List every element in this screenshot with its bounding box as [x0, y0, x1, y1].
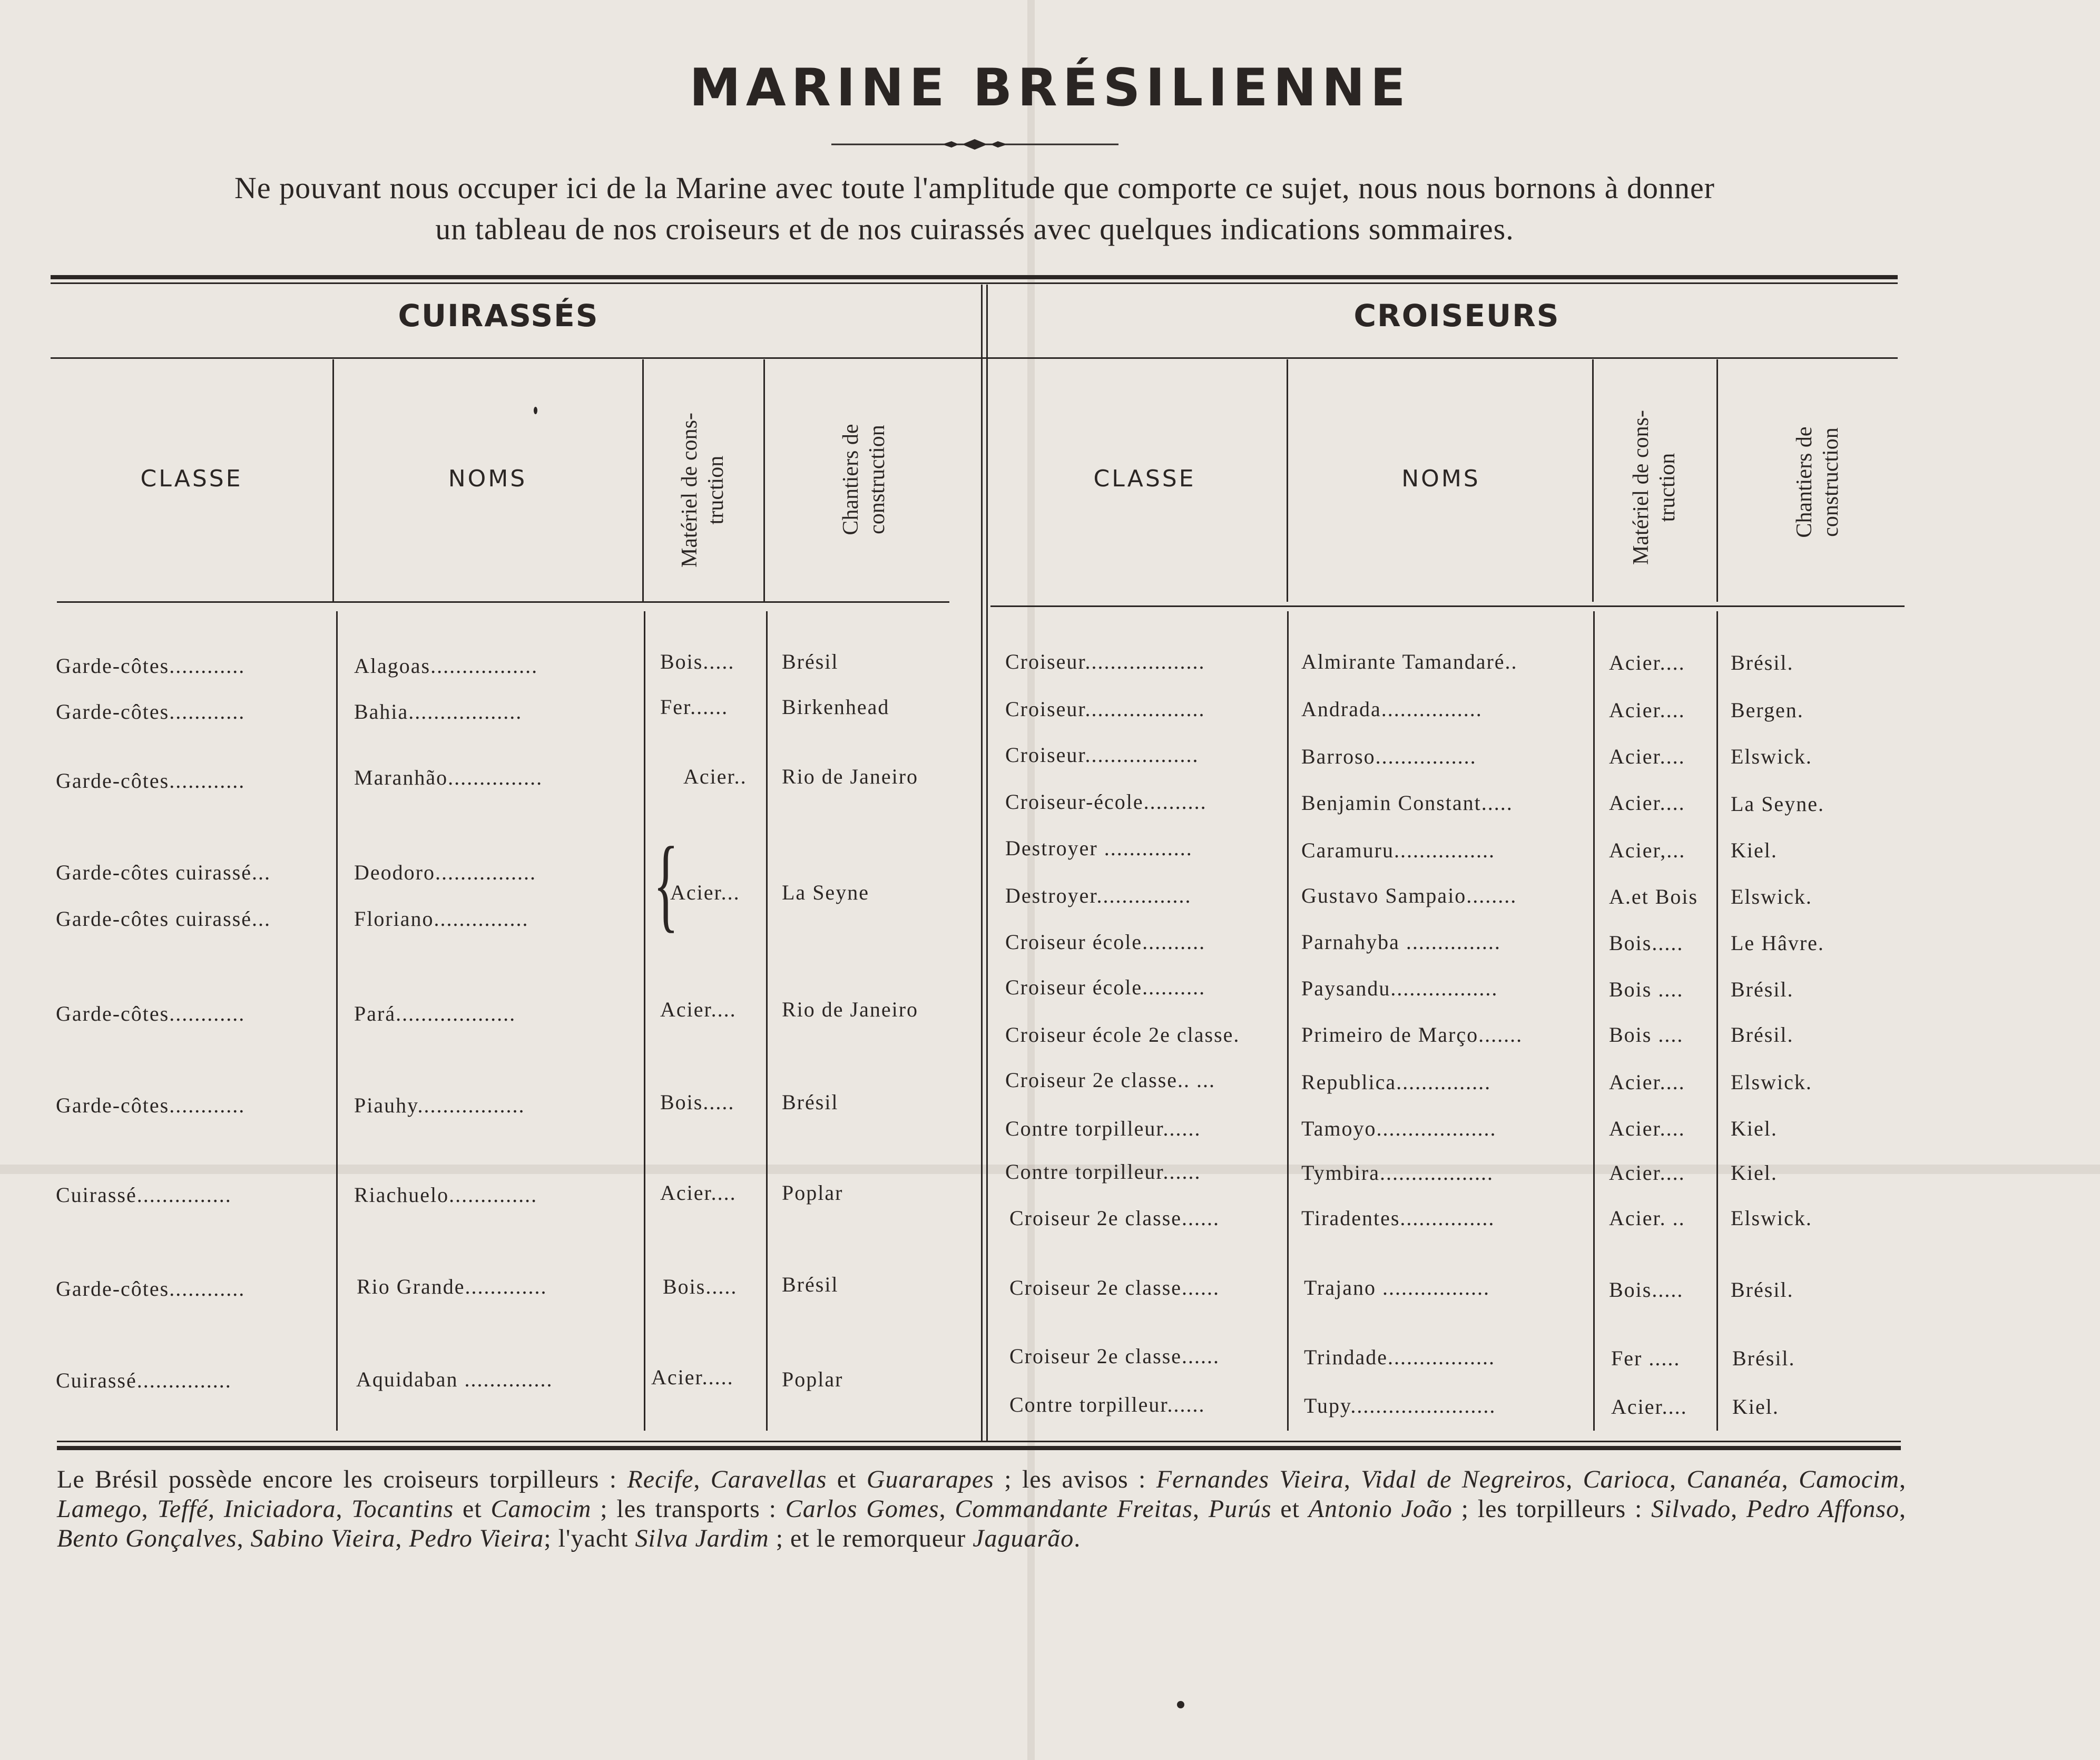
- footnote-ship-name: Commandante Freitas: [955, 1495, 1193, 1523]
- cuirasse-materiel-group: Acier...: [670, 881, 740, 904]
- header-classe: CLASSE: [1093, 465, 1196, 492]
- croiseur-chantier: Elswick.: [1731, 885, 1812, 908]
- footnote-ship-name: Caravellas: [710, 1465, 827, 1493]
- footnote-ship-name: Camocim: [490, 1495, 592, 1523]
- footnote-ship-name: Bento Gonçalves: [57, 1524, 237, 1552]
- column-rule: [766, 611, 768, 1431]
- column-rule: [1287, 611, 1289, 1431]
- croiseur-chantier: Elswick.: [1731, 1206, 1812, 1230]
- footnote-text: et: [1271, 1495, 1309, 1523]
- croiseur-nom: Republica...............: [1301, 1070, 1491, 1094]
- footnote-ship-name: Iniciadora: [223, 1495, 336, 1523]
- croiseur-classe: Croiseur..................: [1005, 743, 1199, 767]
- croiseur-nom: Gustavo Sampaio........: [1301, 884, 1517, 907]
- center-divider: [981, 285, 983, 1441]
- column-rule: [1593, 611, 1595, 1431]
- footnote-ship-name: Recife: [627, 1465, 694, 1493]
- bottom-rule-thin: [57, 1441, 1901, 1442]
- croiseur-materiel: Acier....: [1609, 651, 1685, 674]
- cuirasse-materiel: Bois.....: [660, 1090, 735, 1114]
- section-title-rule: [51, 357, 1898, 359]
- cuirasse-chantier: Rio de Janeiro: [782, 765, 919, 788]
- croiseur-nom: Tupy.......................: [1304, 1394, 1496, 1417]
- cuirasse-nom: Riachuelo..............: [354, 1183, 538, 1207]
- croiseur-nom: Andrada................: [1301, 697, 1483, 721]
- footnote-text: .: [1074, 1524, 1081, 1552]
- footnote-text: ,: [1343, 1465, 1361, 1493]
- croiseur-nom: Parnahyba ...............: [1301, 930, 1501, 954]
- cuirasse-classe: Garde-côtes cuirassé...: [56, 861, 271, 884]
- footnote-text: ,: [237, 1524, 251, 1552]
- column-rule: [1287, 359, 1288, 602]
- center-divider: [986, 285, 988, 1441]
- croiseur-chantier: Elswick.: [1731, 1070, 1812, 1094]
- croiseur-classe: Croiseur école 2e classe.: [1005, 1023, 1240, 1047]
- header-bottom-rule: [57, 601, 949, 603]
- croiseur-nom: Primeiro de Março.......: [1301, 1023, 1523, 1047]
- intro-paragraph: [47, 168, 1902, 250]
- footnote-text: ,: [395, 1524, 409, 1552]
- intro-line-1: Ne pouvant nous occuper ici de la Marine avec toute l'amplitude que comporte ce sujet, nous nous bornons à donner: [234, 171, 1715, 205]
- croiseur-classe: Croiseur école..........: [1005, 975, 1206, 999]
- footnote-text: ,: [208, 1495, 224, 1523]
- intro-line-2: un tableau de nos croiseurs et de nos cuirassés avec quelques indications sommaires.: [435, 212, 1514, 246]
- croiseur-classe: Destroyer...............: [1005, 884, 1192, 907]
- cuirasse-chantier: Poplar: [782, 1367, 843, 1391]
- footnote-text: Le Brésil possède encore les croiseurs torpilleurs :: [57, 1465, 627, 1493]
- footnote-text: ; les transports :: [591, 1495, 786, 1523]
- cuirasse-materiel: Bois.....: [663, 1275, 738, 1298]
- croiseur-materiel: Bois.....: [1609, 931, 1684, 955]
- column-rule: [1716, 359, 1718, 602]
- cuirasse-classe: Cuirassé...............: [56, 1368, 232, 1392]
- croiseur-chantier: Brésil.: [1732, 1346, 1795, 1370]
- croiseur-materiel: Fer .....: [1611, 1346, 1681, 1370]
- croiseur-materiel: Bois ....: [1609, 977, 1684, 1001]
- top-rule-thin: [51, 282, 1898, 284]
- cuirasse-materiel: Acier....: [660, 1181, 737, 1205]
- cuirasse-classe: Garde-côtes cuirassé...: [56, 907, 271, 931]
- croiseur-nom: Tiradentes...............: [1301, 1206, 1495, 1230]
- column-rule: [644, 611, 645, 1431]
- croiseur-materiel: A.et Bois: [1609, 885, 1699, 908]
- croiseur-classe: Contre torpilleur......: [1005, 1117, 1201, 1140]
- footnote-text: ,: [693, 1465, 711, 1493]
- column-rule: [1716, 611, 1718, 1431]
- column-rule: [336, 611, 338, 1431]
- croiseur-materiel: Acier....: [1611, 1395, 1687, 1419]
- cuirasse-nom: Alagoas.................: [354, 654, 538, 678]
- footnote-text: ; les torpilleurs :: [1452, 1495, 1652, 1523]
- column-rule: [1592, 359, 1594, 602]
- croiseur-classe: Croiseur 2e classe......: [1009, 1206, 1220, 1230]
- footnote-paragraph: [57, 1465, 1906, 1553]
- footnote-ship-name: Silva Jardim: [635, 1524, 769, 1552]
- croiseur-materiel: Bois ....: [1609, 1023, 1684, 1047]
- bottom-rule-thick: [57, 1446, 1901, 1450]
- cuirasse-nom: Aquidaban ..............: [356, 1367, 553, 1391]
- croiseur-materiel: Acier....: [1609, 791, 1685, 815]
- footnote-text: ,: [1566, 1465, 1583, 1493]
- footnote-text: ; et le remorqueur: [769, 1524, 973, 1552]
- croiseur-chantier: Bergen.: [1731, 698, 1804, 722]
- top-rule-thick: [51, 275, 1898, 279]
- footnote-ship-name: Sabino Vieira: [250, 1524, 396, 1552]
- croiseur-nom: Barroso................: [1301, 745, 1477, 768]
- croiseur-materiel: Acier. ..: [1609, 1206, 1685, 1230]
- croiseur-chantier: Kiel.: [1731, 1161, 1778, 1185]
- cuirasse-materiel: Fer......: [660, 695, 729, 719]
- footnote-ship-name: Cananéa: [1686, 1465, 1782, 1493]
- cuirasse-materiel: Acier.....: [651, 1365, 734, 1389]
- cuirasse-chantier: Poplar: [782, 1181, 843, 1205]
- cuirasses-section-title: CUIRASSÉS: [398, 298, 599, 334]
- croiseur-chantier: Le Hâvre.: [1731, 931, 1824, 955]
- croiseur-materiel: Acier....: [1609, 1161, 1685, 1185]
- cuirasse-chantier: Birkenhead: [782, 695, 890, 719]
- footnote-text: ,: [1731, 1495, 1746, 1523]
- croiseur-materiel: Acier....: [1609, 1070, 1685, 1094]
- croiseur-classe: Contre torpilleur......: [1005, 1160, 1201, 1184]
- footnote-ship-name: Antonio João: [1308, 1495, 1453, 1523]
- croiseur-nom: Benjamin Constant.....: [1301, 791, 1513, 815]
- cuirasse-chantier-group: La Seyne: [782, 881, 869, 904]
- cuirasse-nom: Deodoro................: [354, 861, 536, 884]
- cuirasse-chantier: Rio de Janeiro: [782, 998, 919, 1021]
- footnote-ship-name: Guararapes: [866, 1465, 994, 1493]
- paper-speck: [1177, 1701, 1184, 1708]
- croiseur-classe: Contre torpilleur......: [1009, 1393, 1205, 1416]
- cuirasse-classe: Cuirassé...............: [56, 1183, 232, 1207]
- footnote-text: ; l'yacht: [544, 1524, 635, 1552]
- cuirasse-chantier: Brésil: [782, 650, 839, 673]
- footnote-ship-name: Carioca: [1583, 1465, 1670, 1493]
- croiseur-chantier: Kiel.: [1731, 1117, 1778, 1140]
- cuirasse-nom: Rio Grande.............: [357, 1275, 547, 1298]
- footnote-text: ,: [1669, 1465, 1687, 1493]
- cuirasse-materiel: Acier..: [683, 765, 747, 788]
- croiseur-nom: Paysandu.................: [1301, 976, 1498, 1000]
- croiseur-materiel: Acier,...: [1609, 838, 1686, 862]
- cuirasse-nom: Pará...................: [354, 1002, 516, 1025]
- croiseur-nom: Tymbira..................: [1301, 1161, 1494, 1185]
- cuirasse-nom: Bahia..................: [354, 700, 523, 723]
- cuirasse-chantier: Brésil: [782, 1090, 839, 1114]
- header-materiel: Matériel de cons- truction: [678, 413, 728, 568]
- croiseur-classe: Croiseur-école..........: [1005, 790, 1207, 814]
- croiseur-materiel: Acier....: [1609, 1117, 1685, 1140]
- footnote-ship-name: Teffé: [157, 1495, 209, 1523]
- cuirasse-classe: Garde-côtes............: [56, 1093, 246, 1117]
- footnote-ship-name: Lamego: [57, 1495, 142, 1523]
- croiseur-chantier: La Seyne.: [1731, 792, 1824, 816]
- header-chantiers: Chantiers de construction: [1792, 426, 1843, 538]
- croiseur-classe: Croiseur 2e classe......: [1009, 1344, 1220, 1368]
- croiseur-nom: Trindade.................: [1304, 1345, 1495, 1369]
- cuirasse-chantier: Brésil: [782, 1273, 839, 1296]
- footnote-ship-name: Fernandes Vieira: [1156, 1465, 1344, 1493]
- header-chantiers: Chantiers de construction: [839, 424, 889, 535]
- column-rule: [763, 359, 765, 602]
- croiseur-classe: Croiseur 2e classe.. ...: [1005, 1068, 1216, 1092]
- footnote-ship-name: Silvado: [1651, 1495, 1731, 1523]
- header-materiel: Matériel de cons- truction: [1629, 410, 1680, 565]
- croiseur-nom: Caramuru................: [1301, 838, 1495, 862]
- cuirasse-nom: Floriano...............: [354, 907, 529, 931]
- cuirasse-materiel: Acier....: [660, 998, 737, 1021]
- cuirasse-nom: Piauhy.................: [354, 1093, 525, 1117]
- croiseur-chantier: Brésil.: [1731, 651, 1794, 674]
- croiseur-materiel: Acier....: [1609, 698, 1685, 722]
- cuirasse-materiel: Bois.....: [660, 650, 735, 673]
- title-ornament: [831, 138, 1118, 151]
- footnote-text: ,: [141, 1495, 158, 1523]
- croiseur-chantier: Elswick.: [1731, 745, 1812, 768]
- croiseur-classe: Croiseur...................: [1005, 697, 1205, 721]
- footnote-ship-name: Vidal de Negreiros: [1361, 1465, 1566, 1493]
- header-bottom-rule: [990, 605, 1905, 607]
- footnote-text: ,: [1781, 1465, 1799, 1493]
- group-brace: {: [653, 826, 679, 942]
- footnote-ship-name: Jaguarão: [973, 1524, 1074, 1552]
- croiseur-materiel: Acier....: [1609, 745, 1685, 768]
- paper-speck: [534, 407, 537, 414]
- footnote-text: ,: [939, 1495, 955, 1523]
- croiseur-chantier: Kiel.: [1732, 1395, 1779, 1419]
- footnote-text: et: [454, 1495, 491, 1523]
- footnote-ship-name: Camocim: [1799, 1465, 1900, 1493]
- cuirasse-classe: Garde-côtes............: [56, 1002, 246, 1025]
- croiseur-chantier: Brésil.: [1731, 1278, 1794, 1302]
- column-rule: [332, 359, 334, 602]
- header-noms: NOMS: [1401, 465, 1480, 492]
- footnote-text: ,: [1899, 1465, 1907, 1493]
- footnote-ship-name: Tocantins: [351, 1495, 454, 1523]
- croiseurs-section-title: CROISEURS: [1353, 298, 1560, 334]
- croiseur-nom: Almirante Tamandaré..: [1301, 650, 1518, 673]
- cuirasse-classe: Garde-côtes............: [56, 700, 246, 723]
- footnote-text: ,: [336, 1495, 352, 1523]
- croiseur-chantier: Kiel.: [1731, 838, 1778, 862]
- footnote-text: ; les avisos :: [994, 1465, 1156, 1493]
- footnote-text: et: [827, 1465, 867, 1493]
- cuirasse-classe: Garde-côtes............: [56, 654, 246, 678]
- footnote-text: ,: [1193, 1495, 1209, 1523]
- footnote-ship-name: Pedro Affonso: [1746, 1495, 1900, 1523]
- footnote-ship-name: Purús: [1208, 1495, 1272, 1523]
- column-rule: [642, 359, 644, 602]
- croiseur-nom: Tamoyo...................: [1301, 1117, 1497, 1140]
- croiseur-classe: Croiseur...................: [1005, 650, 1205, 673]
- cuirasse-classe: Garde-côtes............: [56, 769, 246, 793]
- cuirasse-classe: Garde-côtes............: [56, 1277, 246, 1301]
- croiseur-classe: Destroyer ..............: [1005, 836, 1193, 860]
- croiseur-chantier: Brésil.: [1731, 1023, 1794, 1047]
- header-noms: NOMS: [448, 465, 527, 492]
- cuirasse-nom: Maranhão...............: [354, 766, 543, 789]
- croiseur-classe: Croiseur 2e classe......: [1009, 1276, 1220, 1299]
- footnote-ship-name: Pedro Vieira: [409, 1524, 544, 1552]
- croiseur-classe: Croiseur école..........: [1005, 930, 1206, 954]
- document-title: MARINE BRÉSILIENNE: [689, 58, 1411, 118]
- croiseur-materiel: Bois.....: [1609, 1278, 1684, 1302]
- croiseur-chantier: Brésil.: [1731, 977, 1794, 1001]
- footnote-ship-name: Carlos Gomes: [785, 1495, 939, 1523]
- croiseur-nom: Trajano .................: [1304, 1276, 1490, 1299]
- header-classe: CLASSE: [140, 465, 243, 492]
- footnote-text: ,: [1899, 1495, 1907, 1523]
